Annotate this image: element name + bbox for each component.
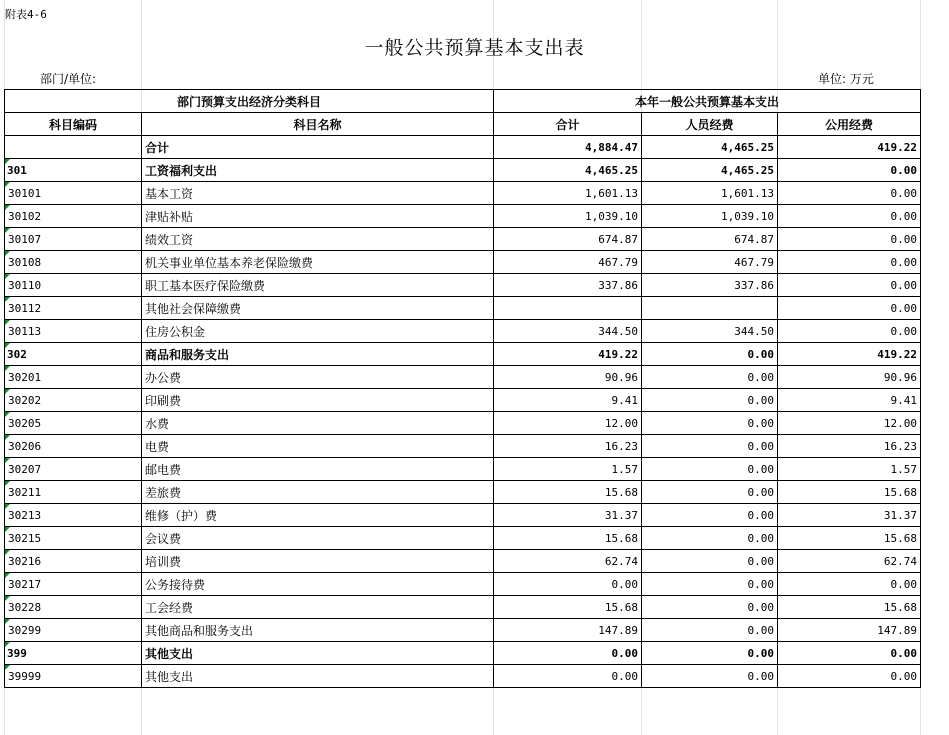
cell-public[interactable]: 0.00: [778, 182, 921, 205]
cell-name[interactable]: 电费: [142, 435, 494, 458]
cell-code[interactable]: 30211: [5, 481, 142, 504]
cell-personnel[interactable]: 0.00: [642, 642, 778, 665]
department-label: 部门/单位:: [40, 72, 97, 86]
cell-code[interactable]: 30213: [5, 504, 142, 527]
cell-public[interactable]: 419.22: [778, 343, 921, 366]
cell-total[interactable]: 15.68: [494, 527, 642, 550]
header-total[interactable]: 合计: [494, 113, 642, 136]
table-row: [5, 435, 921, 458]
table-row: [5, 251, 921, 274]
cell-name[interactable]: 培训费: [142, 550, 494, 573]
table-row: [5, 320, 921, 343]
cell-public[interactable]: 15.68: [778, 596, 921, 619]
header-group-left[interactable]: 部门预算支出经济分类科目: [5, 90, 494, 113]
cell-name[interactable]: 住房公积金: [142, 320, 494, 343]
cell-public[interactable]: 0.00: [778, 274, 921, 297]
cell-public[interactable]: 0.00: [778, 573, 921, 596]
cell-public[interactable]: 0.00: [778, 205, 921, 228]
cell-total[interactable]: 12.00: [494, 412, 642, 435]
cell-name[interactable]: 其他商品和服务支出: [142, 619, 494, 642]
cell-name[interactable]: 邮电费: [142, 458, 494, 481]
cell-personnel[interactable]: 674.87: [642, 228, 778, 251]
total-row: [5, 136, 921, 159]
cell-code[interactable]: 30112: [5, 297, 142, 320]
cell-name[interactable]: 水费: [142, 412, 494, 435]
cell-code[interactable]: 30228: [5, 596, 142, 619]
cell-code[interactable]: 30206: [5, 435, 142, 458]
cell-code[interactable]: 30113: [5, 320, 142, 343]
cell-public[interactable]: 0.00: [778, 251, 921, 274]
cell-public[interactable]: 15.68: [778, 481, 921, 504]
cell-name[interactable]: 公务接待费: [142, 573, 494, 596]
cell-public[interactable]: 0.00: [778, 642, 921, 665]
cell-personnel[interactable]: 0.00: [642, 527, 778, 550]
cell-total[interactable]: 1,601.13: [494, 182, 642, 205]
cell-total[interactable]: 15.68: [494, 596, 642, 619]
header-personnel[interactable]: 人员经费: [642, 113, 778, 136]
cell-public[interactable]: 0.00: [778, 228, 921, 251]
table-row: [5, 619, 921, 642]
cell-personnel[interactable]: 0.00: [642, 619, 778, 642]
table-row: [5, 458, 921, 481]
cell-public[interactable]: 15.68: [778, 527, 921, 550]
table-row: [5, 573, 921, 596]
cell-total[interactable]: 1,039.10: [494, 205, 642, 228]
cell-name[interactable]: 津贴补贴: [142, 205, 494, 228]
cell-code[interactable]: 30110: [5, 274, 142, 297]
cell-public[interactable]: 90.96: [778, 366, 921, 389]
cell-code[interactable]: 39999: [5, 665, 142, 688]
cell-name[interactable]: 会议费: [142, 527, 494, 550]
cell-name[interactable]: 办公费: [142, 366, 494, 389]
cell-public[interactable]: 12.00: [778, 412, 921, 435]
cell-personnel[interactable]: 0.00: [642, 550, 778, 573]
table-row: [5, 481, 921, 504]
page-title: 一般公共预算基本支出表: [364, 37, 585, 59]
cell-total[interactable]: [494, 297, 642, 320]
cell-personnel[interactable]: 0.00: [642, 596, 778, 619]
cell-total[interactable]: 90.96: [494, 366, 642, 389]
cell-code[interactable]: 30205: [5, 412, 142, 435]
header-public[interactable]: 公用经费: [778, 113, 921, 136]
cell-name[interactable]: 印刷费: [142, 389, 494, 412]
cell-personnel[interactable]: 0.00: [642, 665, 778, 688]
cell-personnel[interactable]: [642, 297, 778, 320]
cell-name[interactable]: 机关事业单位基本养老保险缴费: [142, 251, 494, 274]
table-row: [5, 504, 921, 527]
header-group-right[interactable]: 本年一般公共预算基本支出: [494, 90, 921, 113]
cell-name[interactable]: 差旅费: [142, 481, 494, 504]
cell-personnel[interactable]: 0.00: [642, 504, 778, 527]
table-row: [5, 389, 921, 412]
cell-personnel[interactable]: 1,039.10: [642, 205, 778, 228]
cell-personnel[interactable]: 0.00: [642, 366, 778, 389]
cell-name[interactable]: 维修（护）费: [142, 504, 494, 527]
cell-total[interactable]: 419.22: [494, 343, 642, 366]
cell-public[interactable]: 147.89: [778, 619, 921, 642]
cell-total[interactable]: 15.68: [494, 481, 642, 504]
table-row: [5, 550, 921, 573]
cell-code[interactable]: 30201: [5, 366, 142, 389]
header-name[interactable]: 科目名称: [142, 113, 494, 136]
cell-personnel[interactable]: 467.79: [642, 251, 778, 274]
table-row: [5, 596, 921, 619]
cell-total[interactable]: 16.23: [494, 435, 642, 458]
cell-name[interactable]: 其他社会保障缴费: [142, 297, 494, 320]
cell-total[interactable]: 31.37: [494, 504, 642, 527]
cell-code[interactable]: 302: [5, 343, 142, 366]
table-row: [5, 366, 921, 389]
cell-name[interactable]: 职工基本医疗保险缴费: [142, 274, 494, 297]
cell-public[interactable]: 419.22: [778, 136, 921, 159]
cell-public[interactable]: 0.00: [778, 320, 921, 343]
cell-code[interactable]: 30101: [5, 182, 142, 205]
table-row: [5, 182, 921, 205]
table-row: [5, 297, 921, 320]
appendix-label: 附表4-6: [5, 8, 47, 21]
cell-code[interactable]: 301: [5, 159, 142, 182]
cell-code[interactable]: 30299: [5, 619, 142, 642]
table-row: [5, 412, 921, 435]
cell-name[interactable]: 基本工资: [142, 182, 494, 205]
header-code[interactable]: 科目编码: [5, 113, 142, 136]
cell-personnel[interactable]: 0.00: [642, 458, 778, 481]
cell-total[interactable]: 0.00: [494, 642, 642, 665]
cell-public[interactable]: 31.37: [778, 504, 921, 527]
cell-code[interactable]: 30102: [5, 205, 142, 228]
cell-public[interactable]: 16.23: [778, 435, 921, 458]
cell-personnel[interactable]: 0.00: [642, 343, 778, 366]
cell-personnel[interactable]: 344.50: [642, 320, 778, 343]
cell-total[interactable]: 344.50: [494, 320, 642, 343]
category-row: [5, 642, 921, 665]
category-row: [5, 159, 921, 182]
cell-personnel[interactable]: 0.00: [642, 573, 778, 596]
cell-code[interactable]: 30207: [5, 458, 142, 481]
cell-personnel[interactable]: 337.86: [642, 274, 778, 297]
cell-code[interactable]: 30217: [5, 573, 142, 596]
table-row: [5, 274, 921, 297]
category-row: [5, 343, 921, 366]
cell-personnel[interactable]: 4,465.25: [642, 159, 778, 182]
table-row: [5, 205, 921, 228]
cell-code[interactable]: [5, 136, 142, 159]
cell-personnel[interactable]: 1,601.13: [642, 182, 778, 205]
cell-personnel[interactable]: 0.00: [642, 481, 778, 504]
cell-public[interactable]: 0.00: [778, 665, 921, 688]
cell-code[interactable]: 30108: [5, 251, 142, 274]
cell-total[interactable]: 674.87: [494, 228, 642, 251]
table-row: [5, 527, 921, 550]
cell-total[interactable]: 467.79: [494, 251, 642, 274]
cell-name[interactable]: 工会经费: [142, 596, 494, 619]
cell-total[interactable]: 62.74: [494, 550, 642, 573]
cell-total[interactable]: 337.86: [494, 274, 642, 297]
cell-public[interactable]: 62.74: [778, 550, 921, 573]
cell-code[interactable]: 30215: [5, 527, 142, 550]
cell-total[interactable]: 1.57: [494, 458, 642, 481]
cell-personnel[interactable]: 0.00: [642, 412, 778, 435]
cell-name[interactable]: 工资福利支出: [142, 159, 494, 182]
cell-code[interactable]: 30202: [5, 389, 142, 412]
cell-public[interactable]: 9.41: [778, 389, 921, 412]
cell-total[interactable]: 9.41: [494, 389, 642, 412]
cell-personnel[interactable]: 0.00: [642, 435, 778, 458]
cell-total[interactable]: 4,465.25: [494, 159, 642, 182]
cell-name[interactable]: 其他支出: [142, 642, 494, 665]
table-row: [5, 228, 921, 251]
cell-total[interactable]: 4,884.47: [494, 136, 642, 159]
cell-personnel[interactable]: 0.00: [642, 389, 778, 412]
cell-total[interactable]: 0.00: [494, 573, 642, 596]
table-row: [5, 665, 921, 688]
unit-label: 单位: 万元: [818, 72, 874, 86]
cell-name[interactable]: 绩效工资: [142, 228, 494, 251]
cell-name[interactable]: 商品和服务支出: [142, 343, 494, 366]
cell-total[interactable]: 0.00: [494, 665, 642, 688]
cell-public[interactable]: 0.00: [778, 159, 921, 182]
budget-table: [4, 89, 921, 688]
cell-total[interactable]: 147.89: [494, 619, 642, 642]
cell-code[interactable]: 399: [5, 642, 142, 665]
cell-personnel[interactable]: 4,465.25: [642, 136, 778, 159]
cell-public[interactable]: 0.00: [778, 297, 921, 320]
cell-name[interactable]: 合计: [142, 136, 494, 159]
cell-code[interactable]: 30107: [5, 228, 142, 251]
cell-code[interactable]: 30216: [5, 550, 142, 573]
cell-name[interactable]: 其他支出: [142, 665, 494, 688]
cell-public[interactable]: 1.57: [778, 458, 921, 481]
